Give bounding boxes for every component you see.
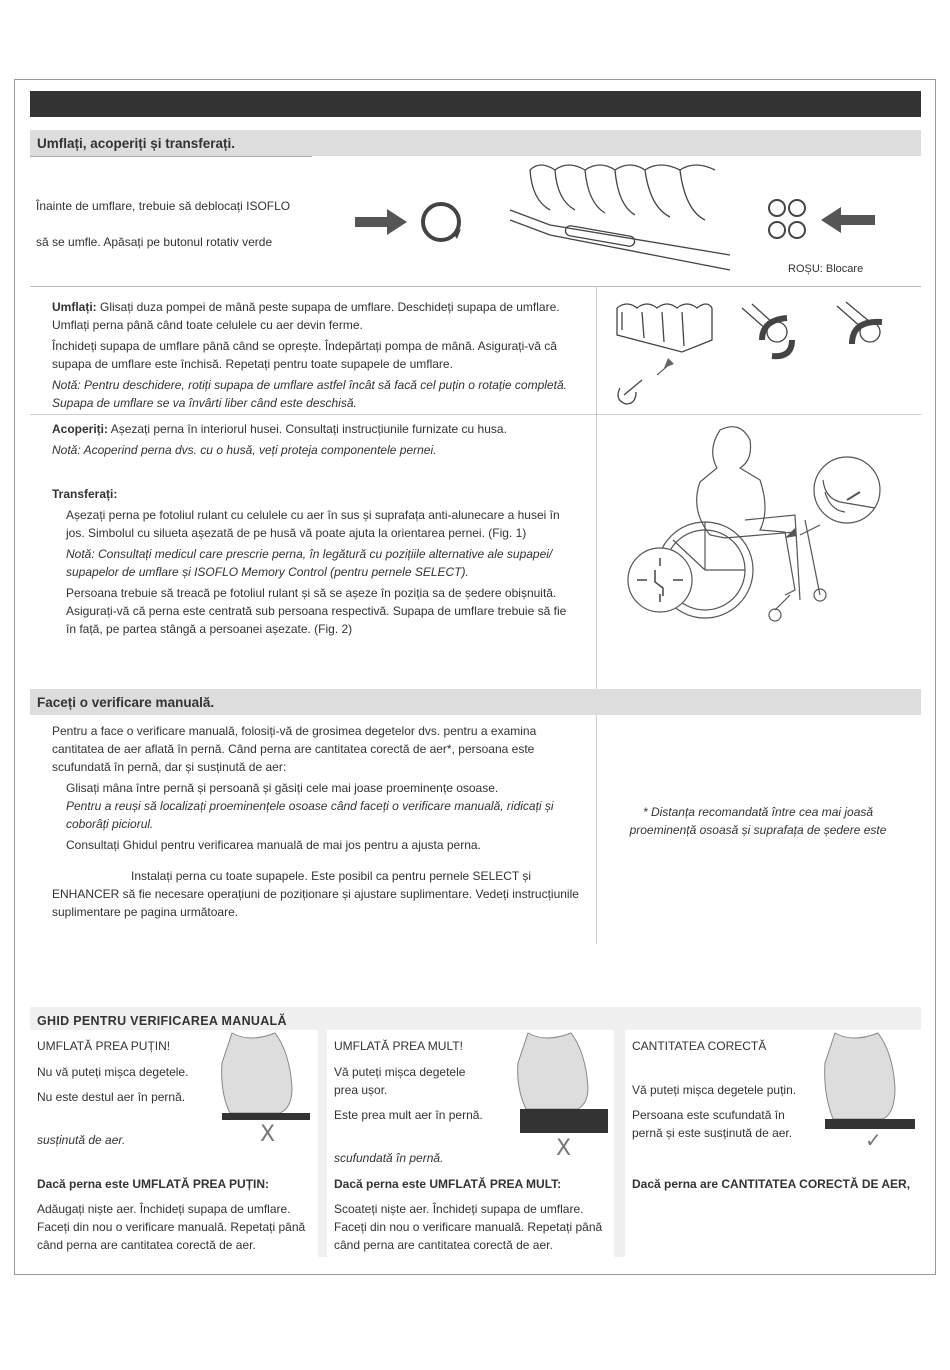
col1-action-1: Adăugați niște aer. Închideți supapa de umflare. <box>37 1202 291 1216</box>
col2-action-1: Scoateți niște aer. Închideți supapa de umflare. <box>334 1202 584 1216</box>
col2-italic: scufundată în pernă. <box>334 1151 444 1165</box>
check-mark-icon: ✓ <box>865 1128 882 1152</box>
divider <box>30 414 921 415</box>
distance-note-1: * Distanța recomandată între cea mai joasă <box>642 805 874 819</box>
correct-seat-icon <box>823 1033 918 1152</box>
section-title: Faceți o verificare manuală. <box>37 695 215 710</box>
divider <box>30 286 921 287</box>
col1-italic: susținută de aer. <box>37 1133 126 1147</box>
col2-line-3: Este prea mult aer în pernă. <box>334 1108 483 1122</box>
check-p4-1: Instalați perna cu toate supapele. Este posibil ca pentru pernele SELECT și <box>131 869 532 883</box>
check-p1-3: scufundată în pernă, dar și susținută de aer: <box>52 760 287 774</box>
check-p1-1: Pentru a face o verificare manuală, folosiți-vă de grosimea degetelor dvs. pentru a examina <box>52 724 537 738</box>
transfer-label: Transferați: <box>52 487 118 501</box>
transfer-p2-2: Asigurați-vă că perna este centrată sub persoana respectivă. Supapa de umflare trebuie să fie <box>66 604 567 618</box>
hand-pump-icon <box>612 300 912 410</box>
transfer-p2-3: în față, pe partea stângă a persoanei așezate. (Fig. 2) <box>66 622 353 636</box>
inflate-label: Umflați: <box>52 300 97 314</box>
section-heading-inflate <box>30 130 921 156</box>
intro-text-2: să se umfle. Apăsați pe butonul rotativ verde <box>36 235 273 249</box>
col3-heading: CANTITATEA CORECTĂ <box>632 1039 767 1053</box>
underinflated-seat-icon <box>220 1033 315 1147</box>
check-p3: Consultați Ghidul pentru verificarea manuală de mai jos pentru a ajusta perna. <box>66 838 481 852</box>
red-lock-label: ROȘU: Blocare <box>788 263 864 275</box>
transfer-p2-1: Persoana trebuie să treacă pe fotoliul rulant și să se așeze în poziția sa de ședere obișnuită. <box>66 586 557 600</box>
col1-line-2: Nu este destul aer în pernă. <box>37 1090 186 1104</box>
col1-heading: UMFLATĂ PREA PUȚIN! <box>37 1039 171 1053</box>
check-p2: Glisați mâna între pernă și persoană și găsiți cele mai joase proeminențe osoase. <box>66 781 499 795</box>
cushion-valve-icon <box>510 165 735 275</box>
inflate-note-1: Notă: Pentru deschidere, rotiți supapa de umflare astfel încât să facă cel puțin o rotație completă. <box>52 378 567 392</box>
col2-action-title: Dacă perna este UMFLATĂ PREA MULT: <box>334 1177 562 1191</box>
x-mark-icon: X <box>260 1122 276 1147</box>
inflate-note-2: Supapa de umflare se va învârti liber când este deschisă. <box>52 396 357 410</box>
transfer-note-1: Notă: Consultați medicul care prescrie perna, în legătură cu pozițiile alternative ale supapei/ <box>66 547 553 561</box>
intro-text-1: Înainte de umflare, trebuie să deblocați ISOFLO <box>36 199 291 213</box>
inflate-line-1 <box>52 298 560 316</box>
col3-line-2: Persoana este scufundată în <box>632 1108 785 1122</box>
col2-action-3: când perna are cantitatea corectă de aer. <box>334 1238 553 1252</box>
distance-note-2: proeminență osoasă și suprafața de ședere este <box>629 823 887 837</box>
divider <box>30 156 312 157</box>
cover-text: Așezați perna în interiorul husei. Consultați instrucțiunile furnizate cu husa. <box>108 422 507 436</box>
header-bar <box>30 91 921 117</box>
col2-line-2: prea ușor. <box>334 1083 388 1097</box>
col3-line-1: Vă puteți mișca degetele puțin. <box>632 1083 797 1097</box>
section-heading-hand-check <box>30 689 921 715</box>
overinflated-seat-icon <box>516 1033 611 1163</box>
col3-line-3: pernă și este susținută de aer. <box>632 1126 793 1140</box>
cover-note: Notă: Acoperind perna dvs. cu o husă, veți proteja componentele pernei. <box>52 443 437 457</box>
check-p4-3: suplimentare pe pagina următoare. <box>52 905 239 919</box>
check-note-1: Pentru a reuși să localizați proeminențele osoase când faceți o verificare manuală, ridicați și <box>66 799 554 813</box>
wheelchair-person-icon <box>625 420 895 630</box>
col1-action-2: Faceți din nou o verificare manuală. Repetați până <box>37 1220 306 1234</box>
col3-action-title: Dacă perna are CANTITATEA CORECTĂ DE AER, <box>632 1177 911 1191</box>
column-divider <box>596 286 597 944</box>
check-p4-2: ENHANCER să fie necesare operațiuni de poziționare și ajustare suplimentare. Vedeți instrucțiunile <box>52 887 579 901</box>
x-mark-icon: X <box>556 1136 572 1161</box>
valve-lock-icon <box>765 198 880 242</box>
inflate-line-4: supapa de umflare este închisă. Repetați pentru toate supapele de umflare. <box>52 357 453 371</box>
inflate-line-3: Închideți supapa de umflare până când se oprește. Îndepărtați pompa de mână. Asigurați-vă că <box>52 339 557 353</box>
unlock-arrow-icon <box>355 203 465 243</box>
col1-action-3: când perna are cantitatea corectă de aer. <box>37 1238 256 1252</box>
transfer-p1-2: jos. Simbolul cu silueta așezată de pe husă vă poate ajuta la orientarea pernei. (Fig. 1) <box>66 526 527 540</box>
inflate-line-2: Umflați perna până când toate celulele cu aer devin ferme. <box>52 318 363 332</box>
col1-line-1: Nu vă puteți mișca degetele. <box>37 1065 189 1079</box>
cover-line-1 <box>52 420 507 438</box>
guide-title: GHID PENTRU VERIFICAREA MANUALĂ <box>37 1014 287 1028</box>
col1-action-title: Dacă perna este UMFLATĂ PREA PUȚIN: <box>37 1177 270 1191</box>
transfer-note-2: supapelor de umflare și ISOFLO Memory Control (pentru pernele SELECT). <box>66 565 469 579</box>
inflate-text: Glisați duza pompei de mână peste supapa de umflare. Deschideți supapa de umflare. <box>96 300 560 314</box>
transfer-p1-1: Așezați perna pe fotoliul rulant cu celulele cu aer în sus și suprafața anti-alunecare a husei în <box>66 508 560 522</box>
col2-line-1: Vă puteți mișca degetele <box>334 1065 466 1079</box>
col2-heading: UMFLATĂ PREA MULT! <box>334 1039 463 1053</box>
col2-action-2: Faceți din nou o verificare manuală. Repetați până <box>334 1220 603 1234</box>
cover-label: Acoperiți: <box>52 422 109 436</box>
check-p1-2: cantitatea de aer aflată în pernă. Când perna are cantitatea corectă de aer*, persoana este <box>52 742 535 756</box>
section-title: Umflați, acoperiți și transferați. <box>37 136 236 151</box>
check-note-2: coborâți piciorul. <box>66 817 154 831</box>
